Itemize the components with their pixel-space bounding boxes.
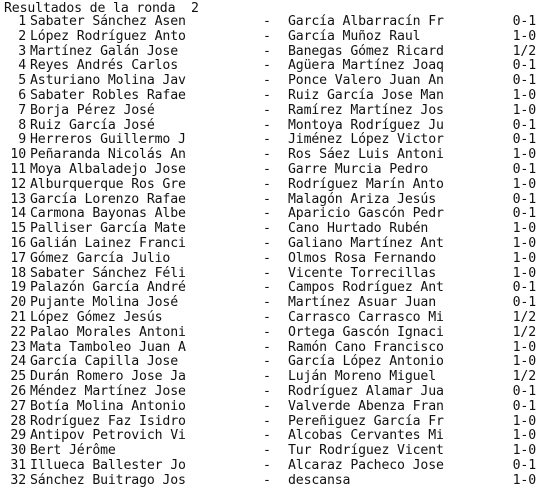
white-player: Peñaranda Nicolás An [30, 147, 186, 163]
game-result: 0-1 [512, 58, 536, 74]
black-player: Ruiz García Jose Man [288, 87, 444, 103]
black-player: Galiano Martínez Ant [288, 235, 444, 251]
result-row [0, 237, 543, 252]
white-player: Palao Morales Antoni [30, 324, 186, 340]
game-result: 1-0 [512, 28, 536, 44]
result-row [0, 326, 543, 341]
game-result: 0-1 [512, 206, 536, 222]
game-result: 1/2 [512, 309, 536, 325]
separator-dash: - [263, 280, 271, 296]
result-row [0, 444, 543, 459]
white-player: Antipov Petrovich Vi [30, 428, 186, 444]
separator-dash: - [263, 295, 271, 311]
result-row [0, 281, 543, 296]
black-player: Garre Murcia Pedro [288, 161, 429, 177]
separator-dash: - [263, 250, 271, 266]
black-player: García López Antonio [288, 354, 444, 370]
board-number: 20 [10, 295, 26, 311]
white-player: López Rodríguez Anto [30, 28, 186, 44]
result-row [0, 355, 543, 370]
board-number: 27 [10, 398, 26, 414]
black-player: Aparicio Gascón Pedr [288, 206, 444, 222]
black-player: Malagón Ariza Jesús [288, 191, 437, 207]
white-player: Sabater Sánchez Asen [30, 14, 186, 29]
result-row [0, 252, 543, 267]
separator-dash: - [263, 14, 271, 29]
game-result: 0-1 [512, 161, 536, 177]
board-number: 4 [18, 58, 26, 74]
game-result: 1-0 [512, 443, 536, 459]
result-row [0, 400, 543, 415]
black-player: Carrasco Carrasco Mi [288, 309, 444, 325]
game-result: 0-1 [512, 73, 536, 89]
game-result: 1-0 [512, 428, 536, 444]
board-number: 3 [18, 43, 26, 59]
board-number: 16 [10, 235, 26, 251]
board-number: 9 [18, 132, 26, 148]
board-number: 21 [10, 309, 26, 325]
board-number: 12 [10, 176, 26, 192]
board-number: 2 [18, 28, 26, 44]
separator-dash: - [263, 147, 271, 163]
board-number: 28 [10, 413, 26, 429]
game-result: 1-0 [512, 250, 536, 266]
result-row [0, 104, 543, 119]
separator-dash: - [263, 369, 271, 385]
white-player: Moya Albaladejo Jose [30, 161, 186, 177]
separator-dash: - [263, 324, 271, 340]
game-result: 1-0 [512, 265, 536, 281]
separator-dash: - [263, 309, 271, 325]
separator-dash: - [263, 117, 271, 133]
separator-dash: - [263, 58, 271, 74]
board-number: 26 [10, 383, 26, 399]
result-row [0, 89, 543, 104]
white-player: Alburquerque Ros Gre [30, 176, 186, 192]
separator-dash: - [263, 265, 271, 281]
white-player: Ruiz García José [30, 117, 155, 133]
result-row [0, 296, 543, 311]
game-result: 1-0 [512, 235, 536, 251]
black-player: Cano Hurtado Rubén [288, 221, 429, 237]
result-row [0, 163, 543, 178]
page-title: Resultados de la ronda 2 [4, 1, 199, 16]
black-player: Rodríguez Alamar Jua [288, 383, 444, 399]
result-row [0, 74, 543, 89]
game-result: 1/2 [512, 43, 536, 59]
black-player: descansa [288, 472, 351, 488]
game-result: 0-1 [512, 132, 536, 148]
result-row [0, 119, 543, 134]
result-row [0, 30, 543, 45]
result-row [0, 415, 543, 430]
board-number: 17 [10, 250, 26, 266]
black-player: Vicente Torrecillas [288, 265, 437, 281]
black-player: Luján Moreno Miguel [288, 369, 437, 385]
white-player: Asturiano Molina Jav [30, 73, 186, 89]
game-result: 0-1 [512, 457, 536, 473]
result-row [0, 59, 543, 74]
black-player: Banegas Gómez Ricard [288, 43, 444, 59]
black-player: Tur Rodríguez Vicent [288, 443, 444, 459]
game-result: 0-1 [512, 295, 536, 311]
game-result: 1-0 [512, 413, 536, 429]
black-player: Martínez Asuar Juan [288, 295, 437, 311]
white-player: Palliser García Mate [30, 221, 186, 237]
black-player: García Muñoz Raul [288, 28, 421, 44]
separator-dash: - [263, 28, 271, 44]
white-player: Mata Tamboleo Juan A [30, 339, 186, 355]
black-player: Jiménez López Victor [288, 132, 444, 148]
separator-dash: - [263, 73, 271, 89]
result-row [0, 15, 543, 30]
board-number: 7 [18, 102, 26, 118]
game-result: 0-1 [512, 14, 536, 29]
white-player: Illueca Ballester Jo [30, 457, 186, 473]
separator-dash: - [263, 43, 271, 59]
black-player: Valverde Abenza Fran [288, 398, 444, 414]
result-row [0, 429, 543, 444]
result-row [0, 148, 543, 163]
white-player: Gómez García Julio [30, 250, 171, 266]
separator-dash: - [263, 413, 271, 429]
board-number: 11 [10, 161, 26, 177]
white-player: Herreros Guillermo J [30, 132, 186, 148]
result-row [0, 311, 543, 326]
board-number: 15 [10, 221, 26, 237]
black-player: Agüera Martínez Joaq [288, 58, 444, 74]
white-player: Pujante Molina José [30, 295, 179, 311]
game-result: 1-0 [512, 339, 536, 355]
black-player: Pereñiguez García Fr [288, 413, 444, 429]
black-player: Montoya Rodríguez Ju [288, 117, 444, 133]
result-row [0, 133, 543, 148]
game-result: 1/2 [512, 369, 536, 385]
black-player: Campos Rodríguez Ant [288, 280, 444, 296]
white-player: Botía Molina Antonio [30, 398, 186, 414]
result-row [0, 459, 543, 474]
separator-dash: - [263, 221, 271, 237]
game-result: 1-0 [512, 176, 536, 192]
black-player: Ramón Cano Francisco [288, 339, 444, 355]
game-result: 1-0 [512, 354, 536, 370]
board-number: 14 [10, 206, 26, 222]
separator-dash: - [263, 472, 271, 488]
separator-dash: - [263, 457, 271, 473]
board-number: 1 [18, 14, 26, 29]
separator-dash: - [263, 383, 271, 399]
game-result: 0-1 [512, 191, 536, 207]
black-player: Alcaraz Pacheco Jose [288, 457, 444, 473]
white-player: Durán Romero Jose Ja [30, 369, 186, 385]
board-number: 24 [10, 354, 26, 370]
board-number: 19 [10, 280, 26, 296]
black-player: Rodríguez Marín Anto [288, 176, 444, 192]
game-result: 1-0 [512, 221, 536, 237]
game-result: 1-0 [512, 147, 536, 163]
separator-dash: - [263, 443, 271, 459]
black-player: Ramírez Martínez Jos [288, 102, 444, 118]
black-player: Olmos Rosa Fernando [288, 250, 437, 266]
board-number: 8 [18, 117, 26, 133]
separator-dash: - [263, 339, 271, 355]
separator-dash: - [263, 235, 271, 251]
board-number: 23 [10, 339, 26, 355]
board-number: 18 [10, 265, 26, 281]
white-player: Méndez Martínez Jose [30, 383, 186, 399]
white-player: Sabater Robles Rafae [30, 87, 186, 103]
result-row [0, 178, 543, 193]
white-player: Galián Lainez Franci [30, 235, 186, 251]
game-result: 1-0 [512, 472, 536, 488]
white-player: García Capilla Jose [30, 354, 179, 370]
game-result: 0-1 [512, 280, 536, 296]
result-row [0, 193, 543, 208]
black-player: Ortega Gascón Ignaci [288, 324, 444, 340]
result-row [0, 207, 543, 222]
game-result: 0-1 [512, 398, 536, 414]
separator-dash: - [263, 176, 271, 192]
game-result: 0-1 [512, 383, 536, 399]
board-number: 31 [10, 457, 26, 473]
separator-dash: - [263, 132, 271, 148]
separator-dash: - [263, 428, 271, 444]
white-player: Sabater Sánchez Féli [30, 265, 186, 281]
white-player: Rodríguez Faz Isidro [30, 413, 186, 429]
black-player: Ros Sáez Luis Antoni [288, 147, 444, 163]
separator-dash: - [263, 87, 271, 103]
game-result: 1/2 [512, 324, 536, 340]
result-row [0, 370, 543, 385]
result-row [0, 385, 543, 400]
white-player: Reyes Andrés Carlos [30, 58, 179, 74]
board-number: 29 [10, 428, 26, 444]
white-player: Carmona Bayonas Albe [30, 206, 186, 222]
white-player: Martínez Galán Jose [30, 43, 179, 59]
white-player: Palazón García André [30, 280, 186, 296]
separator-dash: - [263, 398, 271, 414]
board-number: 30 [10, 443, 26, 459]
white-player: Sánchez Buitrago Jos [30, 472, 186, 488]
black-player: Alcobas Cervantes Mi [288, 428, 444, 444]
separator-dash: - [263, 206, 271, 222]
board-number: 5 [18, 73, 26, 89]
result-row [0, 222, 543, 237]
separator-dash: - [263, 102, 271, 118]
results-list [0, 15, 543, 489]
white-player: García Lorenzo Rafae [30, 191, 186, 207]
board-number: 6 [18, 87, 26, 103]
board-number: 32 [10, 472, 26, 488]
white-player: Bert Jérôme [30, 443, 116, 459]
black-player: García Albarracín Fr [288, 14, 444, 29]
separator-dash: - [263, 354, 271, 370]
board-number: 10 [10, 147, 26, 163]
game-result: 0-1 [512, 117, 536, 133]
game-result: 1-0 [512, 102, 536, 118]
separator-dash: - [263, 161, 271, 177]
game-result: 1-0 [512, 87, 536, 103]
board-number: 22 [10, 324, 26, 340]
board-number: 25 [10, 369, 26, 385]
board-number: 13 [10, 191, 26, 207]
separator-dash: - [263, 191, 271, 207]
white-player: Borja Pérez José [30, 102, 155, 118]
black-player: Ponce Valero Juan An [288, 73, 444, 89]
white-player: López Gómez Jesús [30, 309, 163, 325]
